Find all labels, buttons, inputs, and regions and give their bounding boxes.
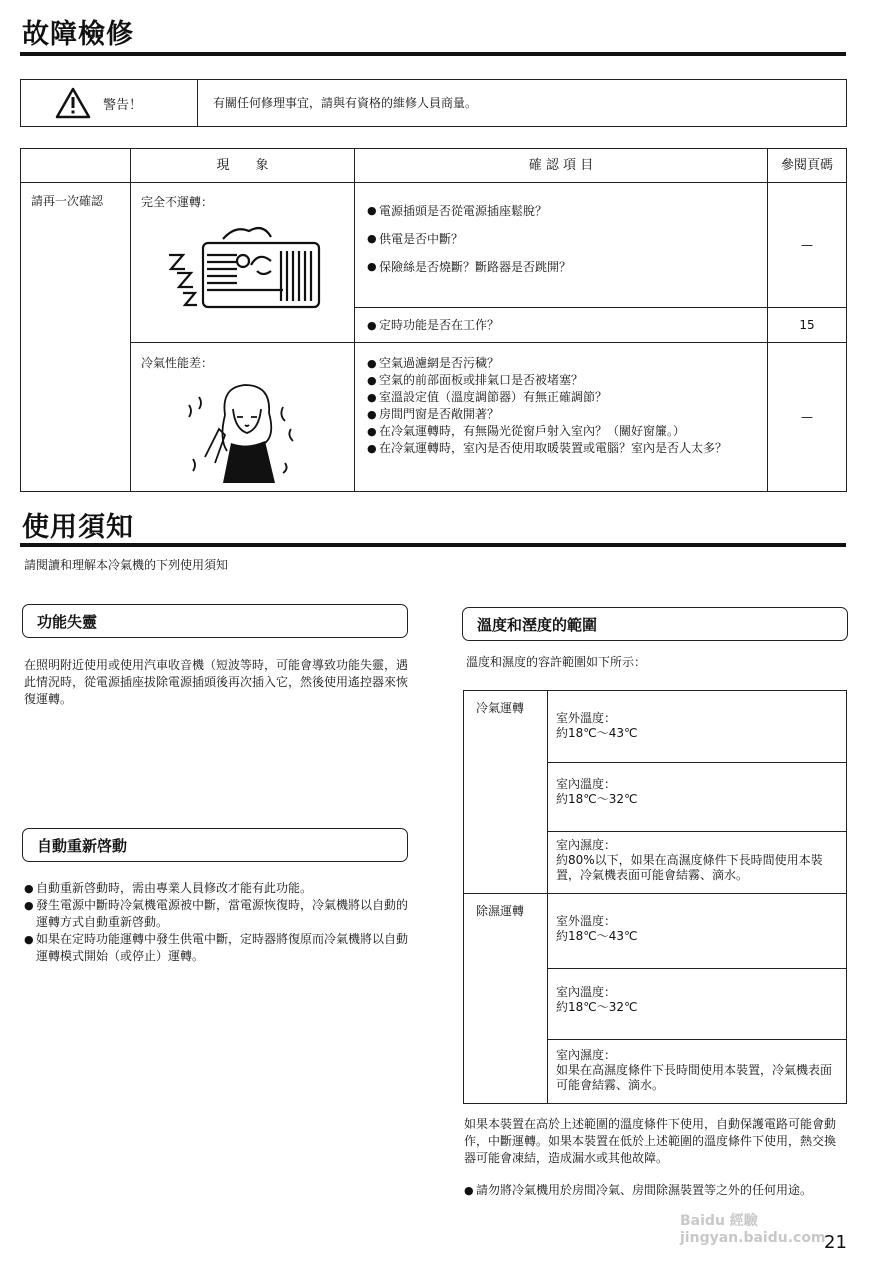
condition-value: 約18℃～32℃ bbox=[556, 792, 638, 806]
range-intro: 溫度和濕度的容許範圍如下所示： bbox=[466, 655, 647, 669]
check-item: ● 空氣過濾網是否污穢？ bbox=[367, 355, 757, 372]
troubleshooting-table bbox=[20, 148, 847, 492]
check-item: ● 室溫設定值（溫度調節器）有無正確調節？ bbox=[367, 389, 757, 406]
check-item: ● 房間門窗是否敞開著？ bbox=[367, 406, 757, 423]
range-note: 如果本裝置在高於上述範圍的溫度條件下使用，自動保護電路可能會動作，中斷運轉。如果本裝置在低於上述範圍的溫度條件下使用，熱交換器可能會凍結，造成漏水或其他故障。 bbox=[464, 1117, 837, 1165]
check-item: ● 定時功能是否在工作？ bbox=[367, 317, 767, 334]
section-title: 功能失靈 bbox=[37, 613, 98, 631]
condition-value: 約80%以下，如果在高濕度條件下長時間使用本裝置，冷氣機表面可能會結霧、滴水。 bbox=[556, 853, 823, 882]
warning-text: 有關任何修理事宜，請與有資格的維修人員商量。 bbox=[213, 96, 478, 110]
warning-box bbox=[20, 79, 847, 127]
list-item: ● 如果在定時功能運轉中發生供電中斷，定時器將復原而冷氣機將以自動運轉模式開始（或停止）運轉。 bbox=[24, 931, 408, 965]
section-title: 溫度和溼度的範圍 bbox=[477, 616, 598, 634]
condition-value: 約18℃～43℃ bbox=[556, 929, 638, 943]
ref-page: — bbox=[768, 343, 847, 492]
condition-label: 室外溫度： bbox=[556, 914, 617, 928]
condition-value: 約18℃～32℃ bbox=[556, 1000, 638, 1014]
warning-triangle-icon bbox=[55, 87, 91, 119]
condition-value: 如果在高濕度條件下長時間使用本裝置，冷氣機表面可能會結霧、滴水。 bbox=[556, 1063, 833, 1092]
condition-label: 室內溫度： bbox=[556, 777, 617, 791]
phenomenon-label: 冷氣性能差： bbox=[141, 356, 214, 370]
condition-label: 室內濕度： bbox=[556, 838, 617, 852]
check-item: ● 在冷氣運轉時，有無陽光從窗戶射入室內？（關好窗簾。） bbox=[367, 423, 757, 440]
phenomenon-poor-cooling bbox=[131, 343, 355, 492]
title-rule bbox=[20, 52, 846, 56]
mode-name: 冷氣運轉 bbox=[464, 691, 548, 894]
watermark: Baidu 經驗 jingyan.baidu.com bbox=[680, 1213, 826, 1246]
phenomenon-label: 完全不運轉： bbox=[141, 195, 214, 209]
usage-notes-title: 使用須知 bbox=[22, 512, 134, 543]
ref-page: — bbox=[768, 183, 847, 308]
header-phenomenon: 現 象 bbox=[131, 149, 355, 183]
sleeping-aircon-icon bbox=[163, 221, 323, 313]
section-title: 自動重新啓動 bbox=[37, 837, 128, 855]
check-item: ● 在冷氣運轉時，室內是否使用取暖裝置或電腦？室內是否人太多？ bbox=[367, 440, 757, 457]
check-item: ● 電源插頭是否從電源插座鬆脫？ bbox=[367, 197, 767, 225]
ref-page: 15 bbox=[768, 308, 847, 343]
condition-value: 約18℃～43℃ bbox=[556, 726, 638, 740]
warning-label: 警告！ bbox=[103, 98, 143, 113]
list-item: ● 請勿將冷氣機用於房間冷氣、房間除濕裝置等之外的任何用途。 bbox=[464, 1182, 840, 1199]
title-rule bbox=[20, 543, 846, 547]
list-item: ● 發生電源中斷時冷氣機電源被中斷，當電源恢復時，冷氣機將以自動的運轉方式自動重新啓動。 bbox=[24, 897, 408, 931]
header-check-items: 確 認 項 目 bbox=[355, 149, 768, 183]
range-heading bbox=[462, 607, 848, 641]
phenomenon-no-operation bbox=[131, 183, 355, 343]
header-reference-page: 參閱頁碼 bbox=[768, 149, 847, 183]
check-item: ● 保險絲是否燒斷？斷路器是否跳開？ bbox=[367, 253, 767, 281]
range-table bbox=[463, 690, 847, 1104]
troubleshooting-title: 故障檢修 bbox=[22, 19, 134, 50]
auto-restart-list bbox=[24, 880, 408, 965]
page-number: 21 bbox=[824, 1232, 847, 1253]
condition-label: 室內濕度： bbox=[556, 1048, 617, 1062]
check-item: ● 空氣的前部面板或排氣口是否被堵塞？ bbox=[367, 372, 757, 389]
range-caution bbox=[464, 1182, 840, 1199]
mode-name: 除濕運轉 bbox=[464, 894, 548, 1104]
list-item: ● 自動重新啓動時，需由專業人員修改才能有此功能。 bbox=[24, 880, 408, 897]
auto-restart-heading bbox=[22, 828, 408, 862]
check-item: ● 供電是否中斷？ bbox=[367, 225, 767, 253]
row-label: 請再一次確認 bbox=[21, 183, 131, 492]
malfunction-text: 在照明附近使用或使用汽車收音機（短波等時，可能會導致功能失靈，遇此情況時，從電源插座拔除電源插頭後再次插入它，然後使用遙控器來恢復運轉。 bbox=[24, 658, 409, 706]
condition-label: 室外溫度： bbox=[556, 711, 617, 725]
usage-intro: 請閱讀和理解本冷氣機的下列使用須知 bbox=[24, 558, 229, 572]
condition-label: 室內溫度： bbox=[556, 985, 617, 999]
hot-person-icon bbox=[175, 379, 305, 485]
malfunction-heading bbox=[22, 604, 408, 638]
